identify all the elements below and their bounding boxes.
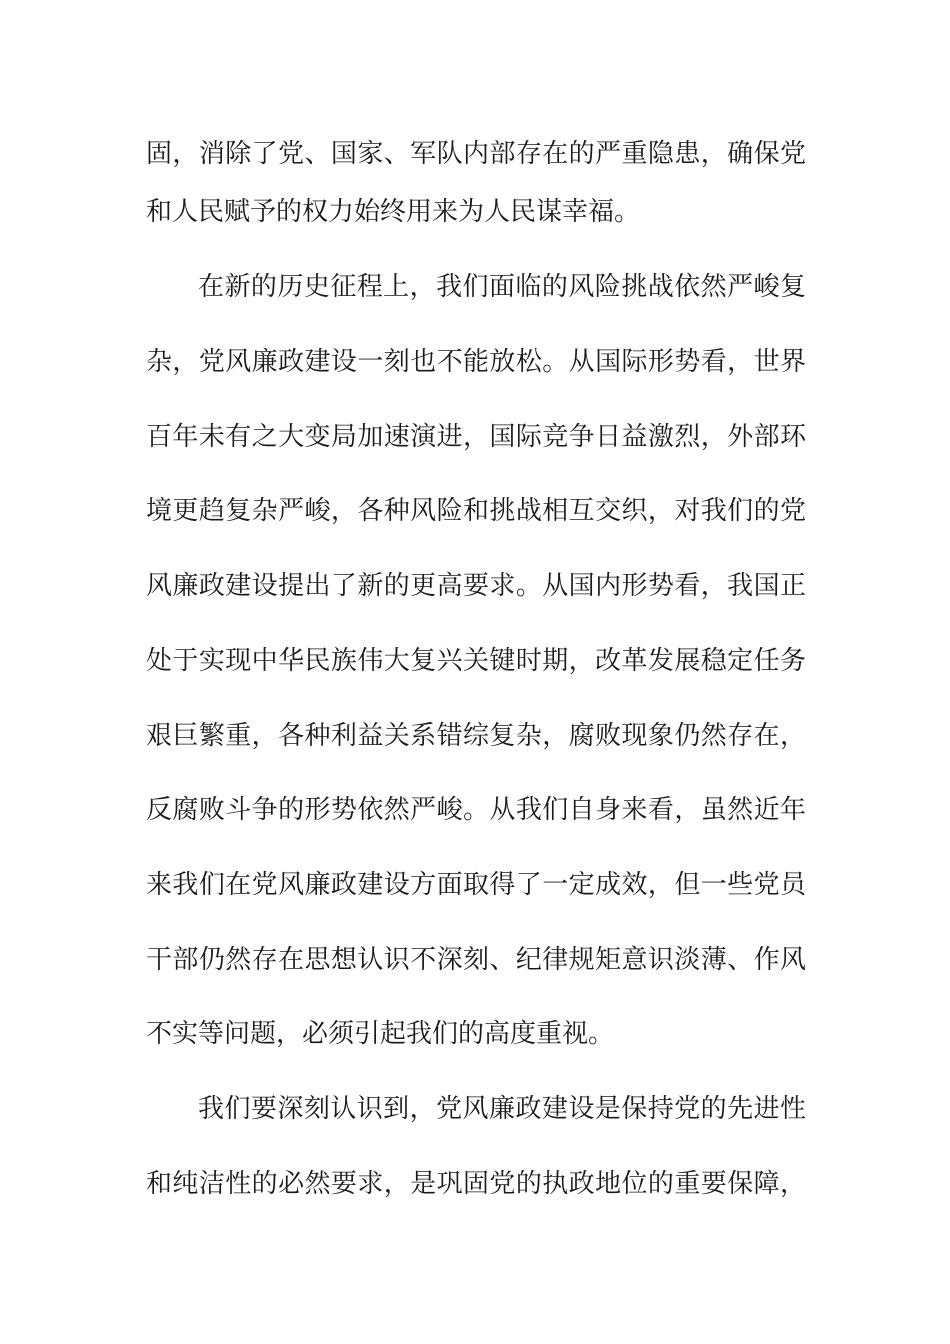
paragraph-start-line: 我们要深刻认识到，党风廉政建设是保持党的先进性 (198, 1094, 806, 1124)
text-line: 处于实现中华民族伟大复兴关键时期，改革发展稳定任务 (146, 646, 806, 676)
text-line: 风廉政建设提出了新的更高要求。从国内形势看，我国正 (146, 571, 806, 601)
text-line: 不实等问题，必须引起我们的高度重视。 (146, 1019, 615, 1049)
text-line: 反腐败斗争的形势依然严峻。从我们自身来看，虽然近年 (146, 795, 806, 825)
text-line: 和人民赋予的权力始终用来为人民谋幸福。 (146, 197, 641, 227)
text-line: 来我们在党风廉政建设方面取得了一定成效，但一些党员 (146, 870, 806, 900)
text-line: 境更趋复杂严峻，各种风险和挑战相互交织，对我们的党 (146, 496, 806, 526)
text-line: 固，消除了党、国家、军队内部存在的严重隐患，确保党 (146, 139, 806, 169)
text-line: 杂，党风廉政建设一刻也不能放松。从国际形势看，世界 (146, 347, 806, 377)
text-line: 干部仍然存在思想认识不深刻、纪律规矩意识淡薄、作风 (146, 945, 806, 975)
paragraph-start-line: 在新的历史征程上，我们面临的风险挑战依然严峻复 (198, 272, 806, 302)
text-line: 百年未有之大变局加速演进，国际竞争日益激烈，外部环 (146, 422, 806, 452)
text-line: 艰巨繁重，各种利益关系错综复杂，腐败现象仍然存在， (146, 721, 806, 751)
text-line: 和纯洁性的必然要求，是巩固党的执政地位的重要保障， (146, 1169, 806, 1199)
